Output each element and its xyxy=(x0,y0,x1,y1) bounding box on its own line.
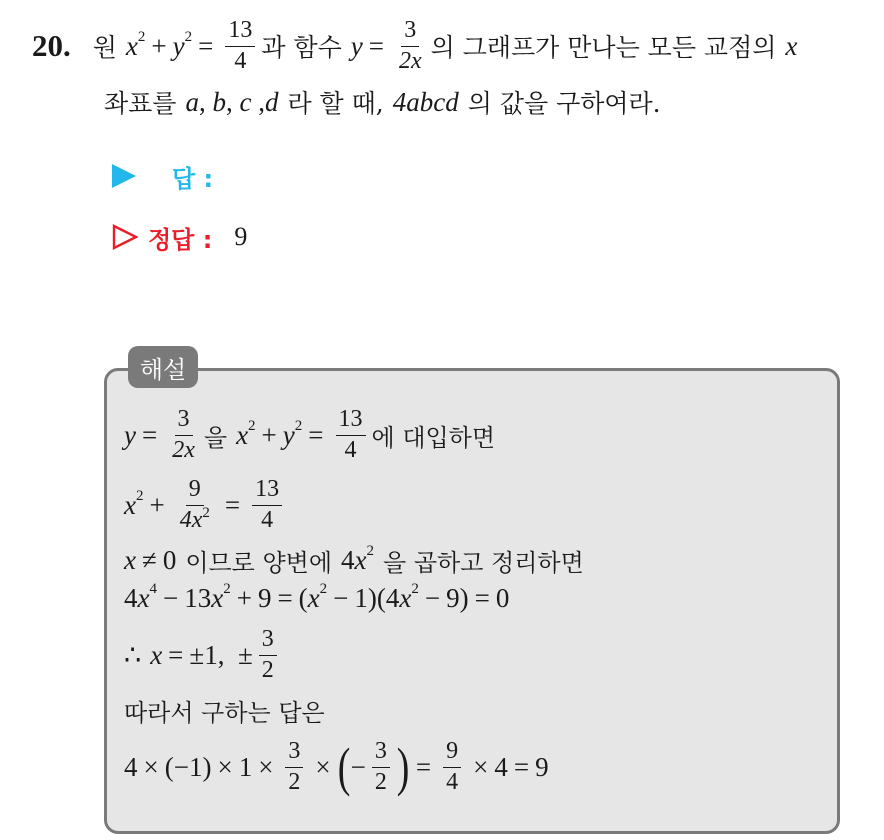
solution-tab: 해설 xyxy=(128,346,198,388)
answer-label: 답 : xyxy=(172,164,214,193)
question-text-coords: 좌표를 xyxy=(104,89,177,118)
question-text-when: 라 할 때, xyxy=(287,89,384,118)
solution-fraction-3-2c: $\frac{3}{2}$ xyxy=(372,739,390,794)
solution-fraction-3-2b: $\frac{3}{2}$ xyxy=(285,739,303,794)
solution-text-multiply: 이므로 양변에 xyxy=(185,548,333,577)
answer-row xyxy=(112,160,213,192)
solution-fraction-13-4: $\frac{13}{4}$ xyxy=(336,407,366,462)
math-y: $y^2$ xyxy=(172,28,193,61)
question-text-find: 의 값을 구하여라. xyxy=(467,89,661,118)
solution-line-4: 4 $x^4$ − 13 $x^2$ + 9 = ( $x^2$ − 1)(4 $x^2$ − 9) = 0 xyxy=(124,580,510,613)
fraction-13-4: $\frac{13}{4}$ xyxy=(225,18,255,73)
question-line-2: 좌표를 a , b , c , d 라 할 때, 4abcd 의 값을 구하여라. xyxy=(104,84,661,120)
play-triangle-icon xyxy=(112,164,136,188)
solution-fraction-9-4x2: $\frac{9}{4x^2}$ xyxy=(179,476,210,533)
math-x: $x^2$ xyxy=(125,28,146,61)
solution-fraction-13-4b: $\frac{13}{4}$ xyxy=(252,477,282,532)
solution-text-answer: 따라서 구하는 답은 xyxy=(124,698,325,727)
question-text-function: 과 함수 xyxy=(261,33,342,62)
question-text-circle: 원 xyxy=(92,33,117,62)
fraction-3-2x: $\frac{3}{2x}$ xyxy=(398,17,422,74)
solution-fraction-3-2x: $\frac{3}{2x}$ xyxy=(172,406,195,463)
question-text-graph: 의 그래프가 만나는 모든 교점의 xyxy=(430,33,777,62)
correct-answer-row xyxy=(112,220,247,254)
correct-answer-label: 정답 : xyxy=(148,225,213,254)
solution-fraction-9-4: $\frac{9}{4}$ xyxy=(443,739,461,794)
math-4abcd: 4abcd xyxy=(392,86,459,117)
outline-triangle-icon xyxy=(112,224,138,250)
solution-text-substitute: 을 xyxy=(203,423,228,452)
solution-line-3: x ≠ 0 이므로 양변에 4 $x^2$ 을 곱하고 정리하면 xyxy=(124,542,584,577)
solution-line-7: 4 × (−1) × 1 × $\frac{3}{2}$ × ( − $\frac{3}{2}$ ) = $\frac{9}{4}$ × 4 = 9 xyxy=(124,737,549,797)
solution-line-5: ∴ x = ±1, ± $\frac{3}{2}$ xyxy=(124,624,283,686)
question-line-1: 20. 원 $x^2$ + $y^2$ = $\frac{13}{4}$ 과 함수 y = $\frac{3}{2x}$ 의 그래프가 만나는 모든 교점의 x xyxy=(32,17,798,74)
correct-answer-value: 9 xyxy=(234,222,248,251)
solution-fraction-3-2: $\frac{3}{2}$ xyxy=(259,627,277,682)
solution-line-6 xyxy=(124,692,325,728)
solution-line-1: y = $\frac{3}{2x}$ 을 $x^2$ + $y^2$ = $\frac{13}{4}$ 에 대입하면 xyxy=(124,406,496,463)
solution-text-arrange: 을 곱하고 정리하면 xyxy=(383,548,584,577)
question-number: 20. xyxy=(32,28,71,63)
solution-line-2: $x^2$ + $\frac{9}{4x^2}$ = $\frac{13}{4}$ xyxy=(124,474,288,536)
solution-text-into: 에 대입하면 xyxy=(371,423,496,452)
